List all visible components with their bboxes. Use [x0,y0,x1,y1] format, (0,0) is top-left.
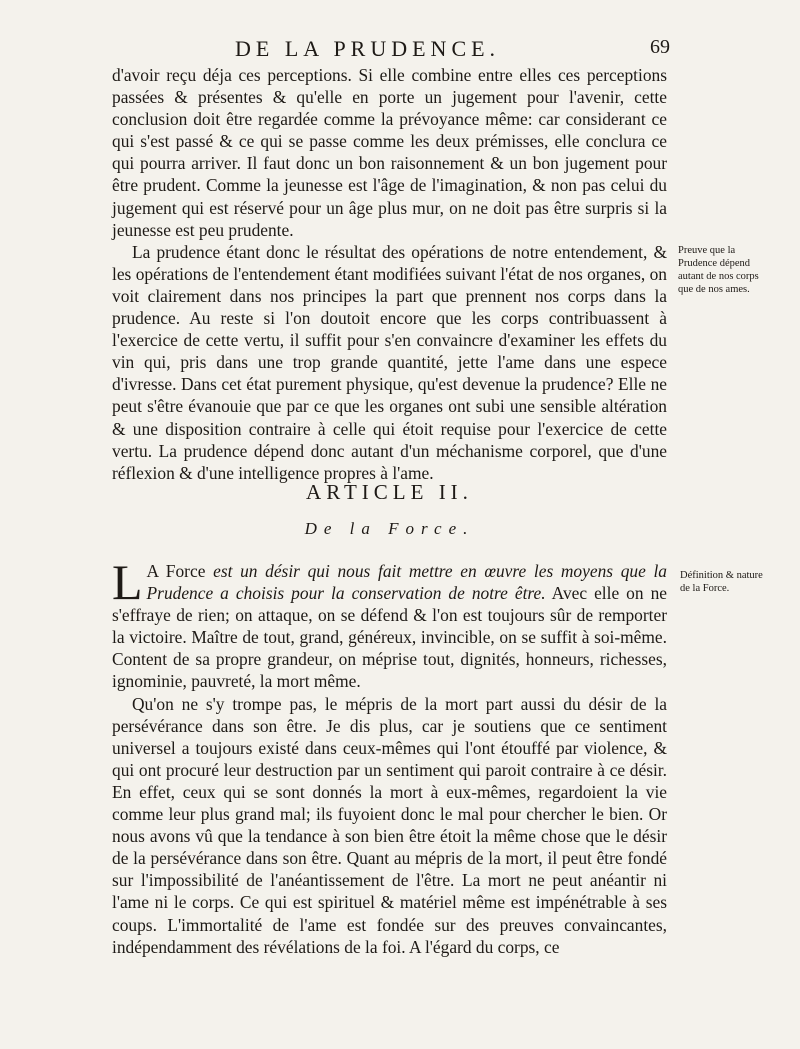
paragraph-prudence-proof: La prudence étant donc le résultat des opérations de notre entendement, & les opérations de l'entendement étant modifiées suivant l'état de nos organes, on voit clairement dans nos principes la part que prennent nos corps dans la prudence. Au reste si l'on doutoit encore que les corps contribuassent à l'exercice de cette vertu, il suffit pour s'en convaincre d'examiner les effets du vin qui, pris dans une trop grande quantité, jette l'ame dans une espece d'ivresse. Dans cet état purement physique, qu'est devenue la prudence? Elle ne peut s'être évanouie que par ce que les organes ont subi une sensible altération & une disposition contraire à celle qui étoit requise pour l'exercice de cette vertu. La prudence dépend donc autant d'un méchanisme corporel, que d'une réflexion & d'une intelligence propres à l'ame. [112,241,667,483]
section-title: De la Force. [304,519,475,538]
running-title: DE LA PRUDENCE. [235,36,501,61]
force-definition: est un désir qui nous fait mettre en œuvre les moyens que la Prudence a choisis pour la conservation de notre être. [146,561,667,604]
margin-note-proof: Preuve que la Prudence dépend autant de nos corps que de nos ames. [678,245,759,295]
paragraph-prudence-continued: d'avoir reçu déja ces perceptions. Si elle combine entre elles ces perceptions passées & présentes & qu'elle en porte un jugement pour l'avenir, cette conclusion doit être regardée comme la prévoyance même: car considerant ce qui s'est passé & ce qui se passe comme les deux prémisses, elle conclura ce qui pourra arriver. Il faut donc un bon raisonnement & un bon jugement pour être prudent. Comme la jeunesse est l'âge de l'imagination, & non pas celui du jugement qui est réservé pour un âge plus mur, on ne doit pas être surpris si la jeunesse est peu prudente. [112,65,667,240]
force-description: Avec elle on ne s'effraye de rien; on attaque, on se défend & l'on est toujours sûr de remporter la victoire. Maître de tout, grand, généreux, invincible, on se suffit à soi-même. Content de sa propre grandeur, on méprise tout, dignités, honneurs, richesses, ignominie, pauvreté, la mort même. [112,583,667,692]
drop-cap: L [112,554,143,610]
force-lead: A Force [146,561,206,581]
running-head [110,36,670,64]
text-block-prudence [112,64,667,484]
text-block-force [112,554,667,958]
paragraph-contempt-of-death: Qu'on ne s'y trompe pas, le mépris de la mort part aussi du désir de la persévérance dans son être. Je dis plus, car je soutiens que ce sentiment universel a toujours existé dans ceux-mêmes qui l'ont étouffé par violence, & qui ont procuré leur destruction par un sentiment qui paroit contraire à ce désir. En effet, ceux qui se sont donnés la mort à eux-mêmes, regardoient la vie comme leur plus grand mal; ils fuyoient donc le mal pour chercher le bien. Or nous avons vû que la tendance à son bien être étoit la même chose que le désir de la persévérance dans son être. Quant au mépris de la mort, il peut être fondé sur l'impossibilité de l'anéantissement de l'être. La mort ne peut anéantir ni l'ame ni le corps. Ce qui est spirituel & matériel même est impénétrable à ses coups. L'immortalité de l'ame est fondée sur des preuves convaincantes, indépendamment des révélations de la foi. A l'égard du corps, ce [112,693,667,957]
margin-note-definition: Définition & nature de la Force. [680,570,763,594]
paragraph-force-definition [112,554,667,693]
article-heading: ARTICLE II. [306,480,473,504]
page-number: 69 [650,36,670,58]
